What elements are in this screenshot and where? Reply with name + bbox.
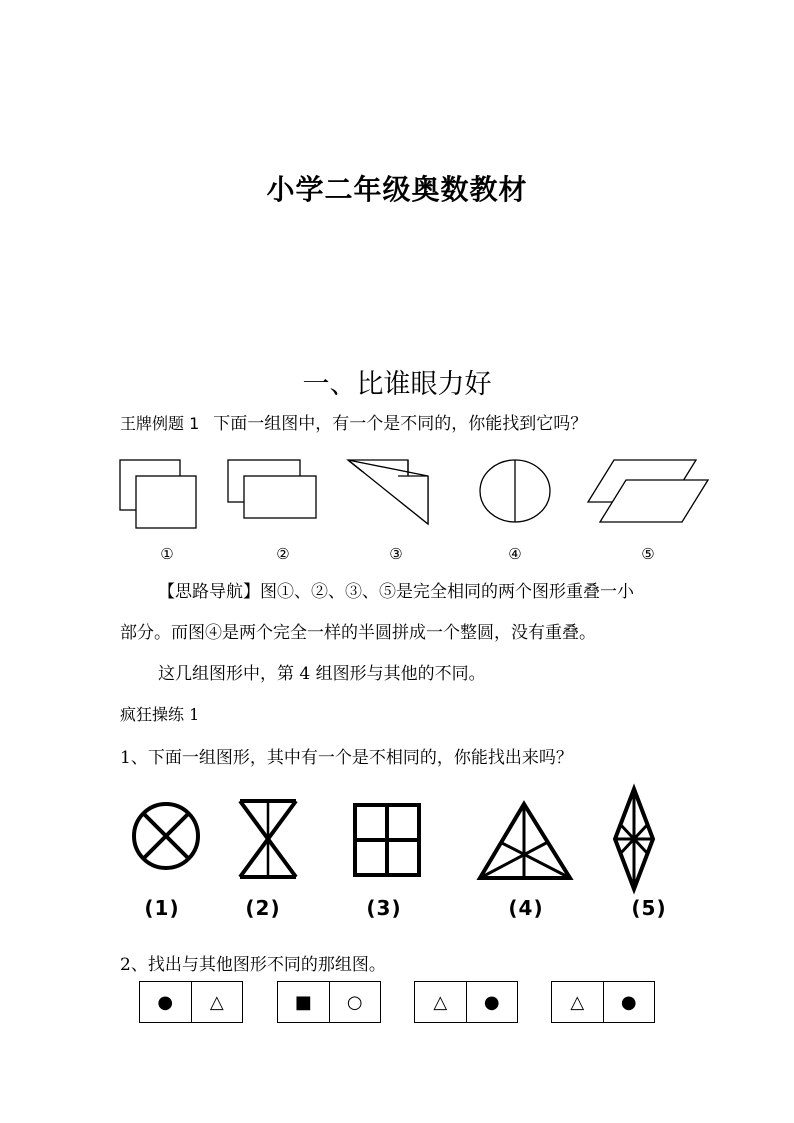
circle-cross-icon: [130, 800, 202, 872]
shape-pair-3: [414, 981, 518, 1023]
shape-pair-4: [551, 981, 655, 1023]
practice-figure-label-4: (4): [508, 896, 544, 920]
figure-label-2: ②: [276, 545, 290, 563]
practice-question-1: 1、下面一组图形，其中有一个是不相同的，你能找出来吗？: [120, 748, 573, 768]
explanation-line-2: 部分。而图④是两个完全一样的半圆拼成一个整圆，没有重叠。: [120, 623, 596, 643]
figure-label-5: ⑤: [641, 545, 655, 563]
section-title: 一、比谁眼力好: [302, 369, 492, 400]
overlapping-squares-icon: [118, 458, 200, 530]
pair-4-left-shape: △: [570, 991, 585, 1013]
hourglass-icon: [236, 798, 300, 880]
pair-4-right-shape: ●: [603, 982, 655, 1022]
overlapping-parallelograms-icon: [586, 458, 712, 526]
diamond-lines-icon: [612, 786, 656, 892]
practice-heading: 疯狂操练 1: [120, 705, 200, 724]
shape-pair-2: [277, 981, 381, 1023]
shape-pair-1: [139, 981, 243, 1023]
four-squares-icon: [352, 802, 422, 878]
example-tag: 王牌例题 1: [120, 414, 200, 433]
practice-figure-label-3: (3): [366, 896, 402, 920]
practice-figure-label-2: (2): [245, 896, 281, 920]
overlapping-triangles-icon: [346, 458, 432, 526]
pair-3-left-shape: △: [433, 991, 448, 1013]
split-circle-icon: [478, 458, 554, 526]
pair-2-right-shape: ○: [329, 982, 381, 1022]
example-question: [120, 409, 587, 434]
figure-label-4: ④: [508, 545, 522, 563]
explanation-line-3: 这几组图形中，第 4 组图形与其他的不同。: [158, 664, 486, 684]
pair-3-right-shape: ●: [466, 982, 518, 1022]
document-title: 小学二年级奥数教材: [266, 173, 528, 206]
explanation-line-1: 【思路导航】图①、②、③、⑤是完全相同的两个图形重叠一小: [158, 582, 634, 602]
figure-label-3: ③: [389, 545, 403, 563]
practice-question-2: 2、找出与其他图形不同的那组图。: [120, 955, 386, 975]
pair-1-left-shape: ●: [157, 991, 174, 1013]
overlapping-rectangles-icon: [226, 458, 321, 522]
pair-1-right-shape: △: [191, 982, 243, 1022]
figure-label-1: ①: [160, 545, 174, 563]
pair-2-left-shape: ■: [294, 991, 312, 1013]
practice-figure-label-5: (5): [631, 896, 667, 920]
triangle-lines-icon: [476, 800, 574, 882]
example-question-text: 下面一组图中，有一个是不同的，你能找到它吗？: [213, 414, 588, 434]
practice-figure-label-1: (1): [144, 896, 180, 920]
